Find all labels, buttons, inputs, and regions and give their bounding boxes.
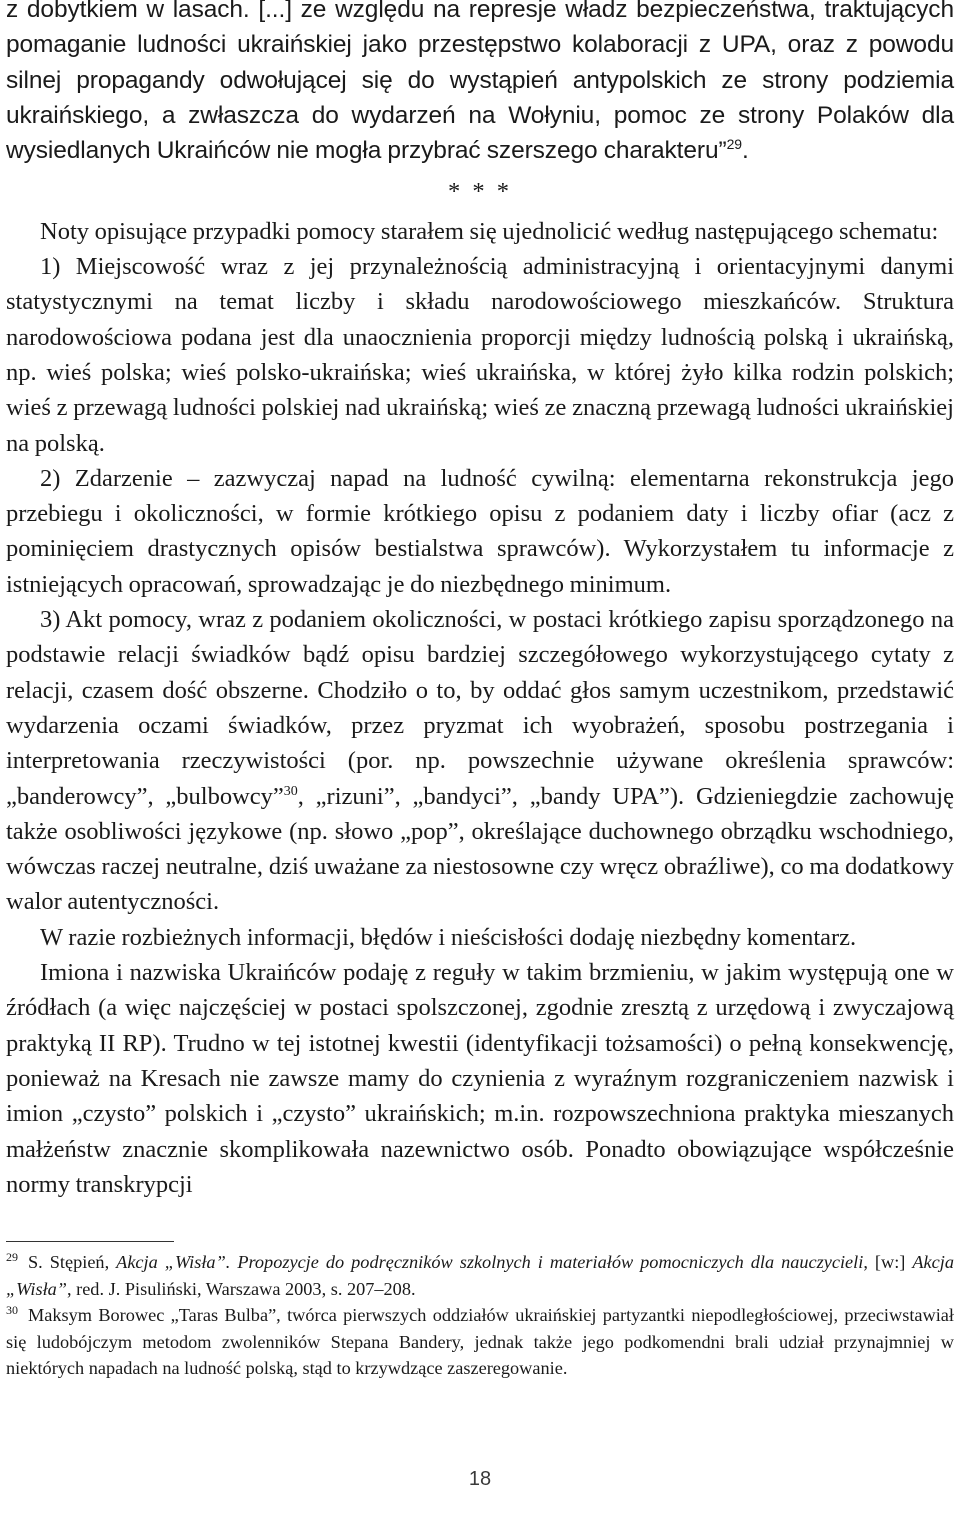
footnote-rest: , red. J. Pisuliński, Warszawa 2003, s. 207–208. [66,1278,416,1299]
paragraph-point-2: 2) Zdarzenie – zazwyczaj napad na ludność cywilną: elementarna rekonstrukcja jego przebiegu i okoliczności, w formie krótkiego opisu z podaniem daty i liczby ofiar (acz z pominięciem drastycznych opisów bestialstwa sprawców). Wykorzystałem tu informacje z istniejących opracowań, sprowadzając je do niezbędnego minimum. [6,464,954,598]
paragraph-names: Imiona i nazwiska Ukraińców podaję z reguły w takim brzmieniu, w jakim występują one w źródłach (a więc najczęściej w postaci spolszczonej, zgodnie zresztą z urzędową i zwyczajową praktyką II RP). Trudno w tej istotnej kwestii (identyfikacji tożsamości) o pełną konsekwencję, ponieważ na Kresach nie zawsze mamy do czynienia z wyraźnym rozgraniczeniem nazwisk i imion „czysto” polskich i „czysto” ukraińskich; m.in. rozpowszechniona praktyka mieszanych małżeństw znacznie skomplikowała nazewnictwo osób. Ponadto obowiązujące współcześnie normy transkrypcji [6,959,954,1198]
paragraph-schema-intro: Noty opisujące przypadki pomocy starałem się ujednolicić według następującego schematu: [40,217,939,245]
footnote-number: 30 [6,1302,18,1317]
section-separator: * * * [448,178,512,206]
document-page [6,0,954,1202]
paragraph-point-3 [6,602,954,920]
footnote-title: Akcja „Wisła”. Propozycje do podręczników szkolnych i materiałów pomocniczych dla nauczycieli [116,1252,864,1272]
footnotes [6,1249,954,1382]
footnote-author: S. Stępień, [28,1252,117,1272]
intro-text: z dobytkiem w lasach. [...] ze względu na represje władz bezpieczeństwa, traktujących pomaganie ludności ukraińskiej jako przestępstwo kolaboracji z UPA, oraz z powodu silnej propagandy odwołującej się do wystąpień antypolskich ze strony podziemia ukraińskiego, a zwłaszcza do wydarzeń na Wołyniu, pomoc ze strony Polaków dla wysiedlanych Ukraińców nie mogła przybrać szerszego charakteru” [6,0,954,165]
footnote-separator [6,1241,174,1242]
intro-paragraph [6,0,954,168]
main-text [6,0,954,1202]
footnote-ref-29[interactable]: 29 [726,136,742,153]
page-number: 18 [468,1468,492,1490]
paragraph-discrepancies: W razie rozbieżnych informacji, błędów i nieścisłości dodaję niezbędny komentarz. [40,923,857,951]
footnote-title-2: Akcja „Wisła” [6,1252,954,1299]
footnote-text: Maksym Borowec „Taras Bulba”, twórca pierwszych oddziałów ukraińskiej partyzantki niepodległościowej, przeciwstawiał się ludobójczym metodom zwolenników Stepana Bandery, jednak także jego podkomendni brali udział przynajmniej w niektórych napadach na ludność polską, stąd to krzywdzące zaszeregowanie. [6,1305,954,1378]
point-3-text-b: , „rizuni”, „bandyci”, „bandy UPA”). Gdzieniegdzie zachowuję także osobliwości językowe (np. słowo „pop”, określające duchownego obrządku wschodniego, wówczas raczej neutralne, dziś uważane za niestosowne czy wręcz obraźliwe), co ma dodatkowy walor autentyczności. [6,782,954,916]
intro-end: . [741,137,749,165]
paragraph-point-1: 1) Miejscowość wraz z jej przynależnością administracyjną i orientacyjnymi danymi statystycznymi na temat liczby i składu narodowościowego mieszkańców. Struktura narodowościowa podana jest dla unaocznienia proporcji między ludnością polską i ukraińską, np. wieś polska; wieś polsko-ukraińska; wieś ukraińska, w której żyło kilka rodzin polskich; wieś z przewagą ludności polskiej nad ukraińską; wieś ze znaczną przewagą ludności ukraińskiej na polską. [6,253,954,457]
footnote-mid: , [w:] [863,1252,913,1272]
footnote-30 [6,1302,954,1382]
footnote-29 [6,1249,954,1302]
footnote-ref-30[interactable]: 30 [283,783,298,799]
footnote-number: 29 [6,1249,18,1264]
point-3-text-a: 3) Akt pomocy, wraz z podaniem okoliczności, w postaci krótkiego zapisu sporządzonego na podstawie relacji świadków bądź opisu bardziej szczegółowego wykorzystującego cytaty z relacji, czasem dość obszerne. Chodziło o to, by oddać głos samym uczestnikom, przedstawić wydarzenia oczami świadków, przez pryzmat ich wyobrażeń, sposobu postrzegania i interpretowania rzeczywistości (por. np. powszechnie używane określenia sprawców: „banderowcy”, „bulbowcy” [6,606,954,810]
